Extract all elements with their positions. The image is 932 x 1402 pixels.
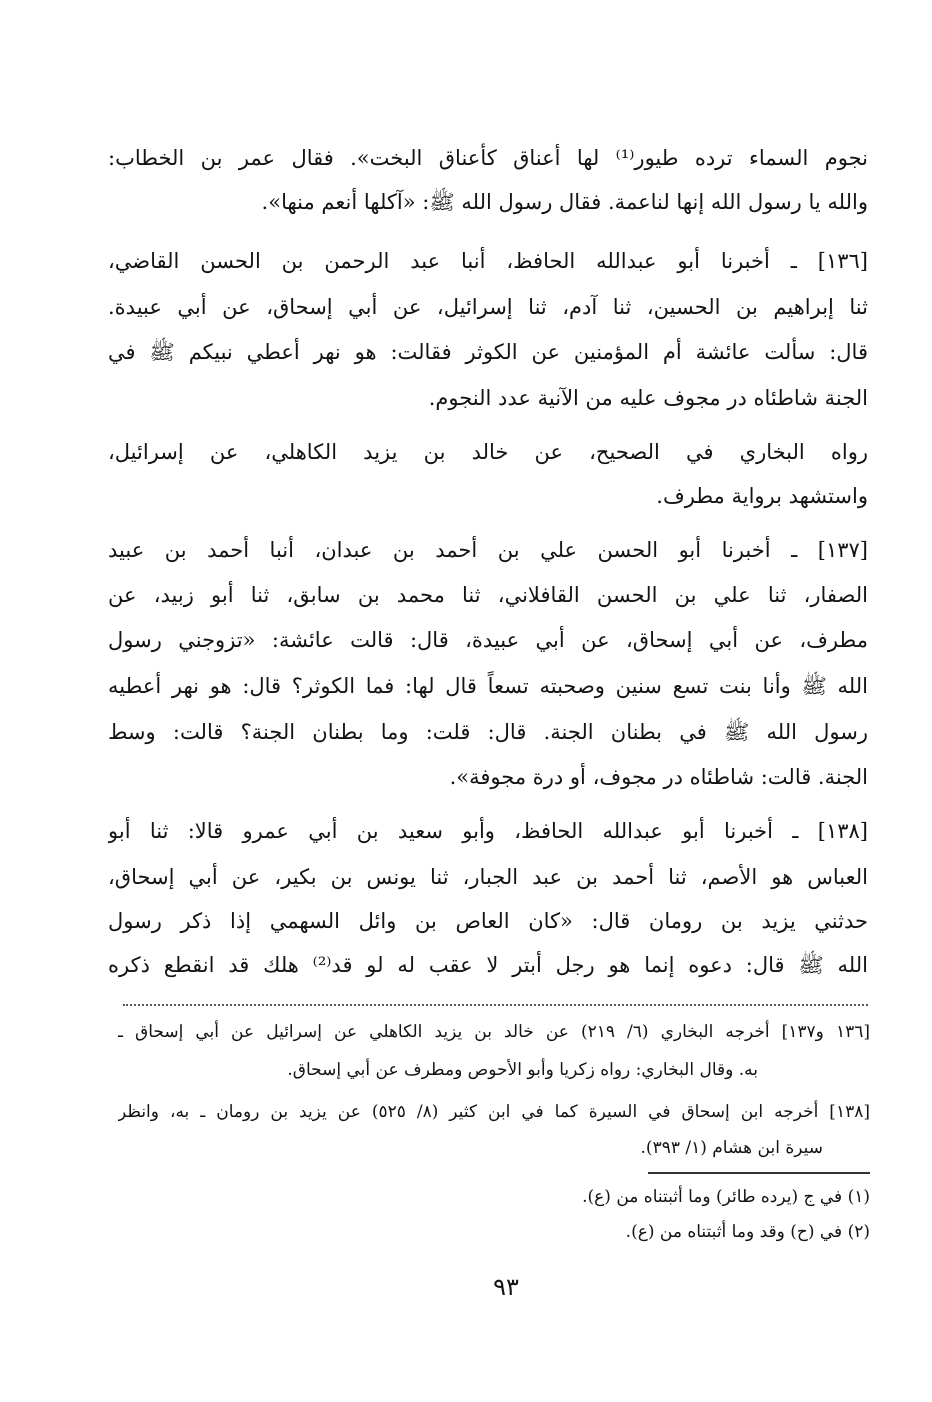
hadith-137-line-1: [١٣٧] ـ أخبرنا أبو الحسن علي بن أحمد بن عبدان، أنبا أحمد بن عبيد xyxy=(108,538,868,562)
footnote-rule xyxy=(648,1172,870,1174)
hadith-137-line-5: رسول الله ﷺ في بطنان الجنة. قال: قلت: وما بطنان الجنة؟ قالت: وسط xyxy=(108,720,868,744)
hadith-137-line-4: الله ﷺ وأنا بنت تسع سنين وصحبته تسعاً قال لها: فما الكوثر؟ قال: هو نهر أعطيه xyxy=(108,674,868,698)
hadith-137-line-2: الصفار، ثنا علي بن الحسن القافلاني، ثنا محمد بن سابق، ثنا أبو زبيد، عن xyxy=(108,583,868,607)
source-ref-138-line-2: سيرة ابن هشام (١/ ٣٩٣). xyxy=(640,1138,823,1158)
page-number: ٩٣ xyxy=(493,1273,519,1301)
dotted-separator xyxy=(123,1004,868,1006)
hadith-138-line-4: الله ﷺ قال: دعوه إنما هو رجل أبتر لا عقب له لو قد⁽²⁾ هلك قد انقطع ذكره xyxy=(108,953,868,977)
hadith-138-line-2: العباس هو الأصم، ثنا أحمد بن عبد الجبار، ثنا يونس بن بكير، عن أبي إسحاق، xyxy=(108,865,868,889)
hadith-136-line-2: ثنا إبراهيم بن الحسين، ثنا آدم، ثنا إسرائيل، عن أبي إسحاق، عن أبي عبيدة. xyxy=(108,295,868,319)
hadith-136-line-3: قال: سألت عائشة أم المؤمنين عن الكوثر فقالت: هو نهر أعطي نبيكم ﷺ في xyxy=(108,340,868,364)
footnote-2: (٢) في (ح) وقد وما أثبتناه من (ع). xyxy=(625,1222,870,1242)
footnote-1: (١) في ج (يرده طائر) وما أثبتناه من (ع). xyxy=(582,1187,870,1207)
hadith-138-line-1: [١٣٨] ـ أخبرنا أبو عبدالله الحافظ، وأبو سعيد بن أبي عمرو قالا: ثنا أبو xyxy=(108,819,868,843)
source-ref-136-137-line-1: [١٣٦ و١٣٧] أخرجه البخاري (٦/ ٢١٩) عن خالد بن يزيد الكاهلي عن إسرائيل عن أبي إسحاق ـ xyxy=(118,1022,870,1042)
hadith-137-line-3: مطرف، عن أبي إسحاق، عن أبي عبيدة، قال: قالت عائشة: «تزوجني رسول xyxy=(108,628,868,652)
hadith-138-line-3: حدثني يزيد بن رومان قال: «كان العاص بن وائل السهمي إذا ذكر رسول xyxy=(108,909,868,933)
bukhari-note-line-1: رواه البخاري في الصحيح، عن خالد بن يزيد الكاهلي، عن إسرائيل، xyxy=(108,440,868,464)
hadith-136-line-1: [١٣٦] ـ أخبرنا أبو عبدالله الحافظ، أنبا عبد الرحمن بن الحسن القاضي، xyxy=(108,249,868,273)
source-ref-138-line-1: [١٣٨] أخرجه ابن إسحاق في السيرة كما في ابن كثير (٨/ ٥٢٥) عن يزيد بن رومان ـ به، وانظر xyxy=(118,1102,870,1122)
bukhari-note-line-2: واستشهد برواية مطرف. xyxy=(656,484,868,508)
hadith-136-line-4: الجنة شاطئاه در مجوف عليه من الآنية عدد النجوم. xyxy=(428,386,868,410)
hadith-137-line-6: الجنة. قالت: شاطئاه در مجوف، أو درة مجوفة». xyxy=(449,765,868,789)
main-line-1: نجوم السماء ترده طيور⁽¹⁾ لها أعناق كأعناق البخت». فقال عمر بن الخطاب: xyxy=(108,146,868,170)
main-line-2: والله يا رسول الله إنها لناعمة. فقال رسول الله ﷺ: «آكلها أنعم منها». xyxy=(261,190,868,214)
source-ref-136-137-line-2: به. وقال البخاري: رواه زكريا وأبو الأحوص ومطرف عن أبي إسحاق. xyxy=(287,1060,758,1080)
